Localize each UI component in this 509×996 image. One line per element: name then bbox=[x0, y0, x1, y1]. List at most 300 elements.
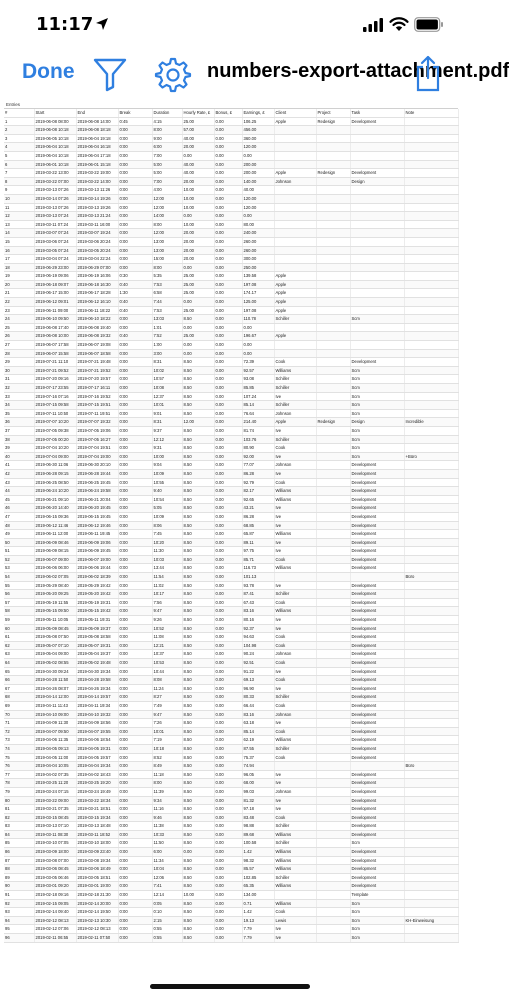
table-cell: Ive bbox=[274, 684, 316, 693]
table-cell bbox=[404, 676, 458, 685]
table-cell: 98.32 bbox=[242, 856, 274, 865]
table-cell: 0:00 bbox=[118, 418, 152, 427]
table-cell: 0:00 bbox=[118, 151, 152, 160]
table-cell: 2019-07-16 07:16 bbox=[34, 392, 76, 401]
table-cell: 0.00 bbox=[214, 306, 242, 315]
table-cell: 0.00 bbox=[214, 229, 242, 238]
table-cell: 16 bbox=[4, 246, 34, 255]
table-cell: 12:12 bbox=[152, 435, 182, 444]
table-cell: 0.00 bbox=[214, 375, 242, 384]
table-cell: 55 bbox=[4, 581, 34, 590]
status-bar bbox=[0, 0, 460, 48]
table-cell: 0:00 bbox=[118, 908, 152, 917]
table-cell: 66.44 bbox=[242, 701, 274, 710]
table-row bbox=[4, 848, 458, 857]
table-cell bbox=[316, 461, 350, 470]
table-row bbox=[4, 873, 458, 882]
table-cell: 10.00 bbox=[182, 203, 214, 212]
table-cell: 0.00 bbox=[214, 237, 242, 246]
table-cell: 9:47 bbox=[152, 710, 182, 719]
table-cell: 0:30 bbox=[118, 272, 152, 281]
table-cell: 0:40 bbox=[118, 332, 152, 341]
table-cell: Cook bbox=[274, 598, 316, 607]
table-row bbox=[4, 650, 458, 659]
table-cell: 2019-03-06 18:49 bbox=[76, 865, 118, 874]
table-cell: 2019-06-08 14:00 bbox=[76, 117, 118, 126]
table-row bbox=[4, 169, 458, 178]
status-time: 11:17 bbox=[36, 14, 94, 35]
table-cell: 0.00 bbox=[214, 289, 242, 298]
table-cell bbox=[316, 882, 350, 891]
table-cell: 2019-06-21 20:04 bbox=[76, 495, 118, 504]
table-cell: 0:00 bbox=[118, 186, 152, 195]
table-cell bbox=[404, 719, 458, 728]
table-cell: Development bbox=[350, 873, 404, 882]
table-cell bbox=[316, 444, 350, 453]
table-cell: 2019-03-10 07:05 bbox=[34, 839, 76, 848]
table-cell: 2019-04-11 19:34 bbox=[76, 701, 118, 710]
table-row bbox=[4, 805, 458, 814]
table-cell: 2019-06-12 11:46 bbox=[34, 521, 76, 530]
table-cell: 0:00 bbox=[118, 229, 152, 238]
table-cell: 37 bbox=[4, 426, 34, 435]
table-cell bbox=[404, 547, 458, 556]
table-cell: 0:00 bbox=[118, 134, 152, 143]
table-cell: 0.00 bbox=[214, 151, 242, 160]
table-cell: 0.00 bbox=[214, 882, 242, 891]
table-cell: 2019-03-25 19:20 bbox=[76, 779, 118, 788]
table-cell: 2019-04-05 09:13 bbox=[34, 744, 76, 753]
table-cell bbox=[316, 504, 350, 513]
table-cell bbox=[316, 426, 350, 435]
table-cell: 8.50 bbox=[182, 744, 214, 753]
table-cell: 0.00 bbox=[182, 341, 214, 350]
table-cell: Schiller bbox=[274, 839, 316, 848]
table-cell: 0:00 bbox=[118, 555, 152, 564]
table-cell: 2019-06-30 20:10 bbox=[76, 461, 118, 470]
table-cell bbox=[350, 306, 404, 315]
done-button[interactable]: Done bbox=[22, 60, 75, 83]
table-cell: Redesign bbox=[316, 418, 350, 427]
table-cell: 12:14 bbox=[152, 891, 182, 900]
table-cell: 0:45 bbox=[118, 117, 152, 126]
table-cell: 2019-05-19 19:31 bbox=[76, 598, 118, 607]
table-cell: 120.00 bbox=[242, 194, 274, 203]
table-cell: 9:40 bbox=[152, 487, 182, 496]
table-cell: Scm bbox=[350, 366, 404, 375]
table-cell: 72.39 bbox=[242, 358, 274, 367]
table-cell bbox=[350, 298, 404, 307]
table-cell: 19.13 bbox=[242, 916, 274, 925]
table-cell: 0.00 bbox=[214, 839, 242, 848]
table-cell: 8.50 bbox=[182, 384, 214, 393]
table-cell bbox=[316, 358, 350, 367]
table-cell: 92.51 bbox=[242, 659, 274, 668]
table-cell: 0.00 bbox=[214, 280, 242, 289]
table-cell bbox=[404, 581, 458, 590]
table-cell: 2019-07-21 09:52 bbox=[34, 366, 76, 375]
table-cell: 2019-04-09 11:30 bbox=[34, 719, 76, 728]
table-cell: 8.50 bbox=[182, 676, 214, 685]
table-cell: 0.00 bbox=[214, 530, 242, 539]
table-cell: 0:00 bbox=[118, 856, 152, 865]
table-row bbox=[4, 126, 458, 135]
table-cell: Incredible bbox=[404, 418, 458, 427]
table-cell: 5:05 bbox=[152, 504, 182, 513]
table-cell: 2019-06-05 10:18 bbox=[34, 134, 76, 143]
table-row bbox=[4, 916, 458, 925]
table-cell: Apple bbox=[274, 289, 316, 298]
table-cell: 8.50 bbox=[182, 822, 214, 831]
table-cell: 2019-04-28 11:50 bbox=[34, 676, 76, 685]
table-cell: 0.00 bbox=[214, 435, 242, 444]
table-cell: 0.00 bbox=[214, 753, 242, 762]
table-cell: Development bbox=[350, 512, 404, 521]
table-cell: 0:00 bbox=[118, 762, 152, 771]
table-cell bbox=[404, 882, 458, 891]
table-cell: 2019-04-10 09:00 bbox=[34, 710, 76, 719]
table-cell: 8.50 bbox=[182, 426, 214, 435]
table-cell: Ive bbox=[274, 452, 316, 461]
table-cell: 0.00 bbox=[214, 461, 242, 470]
table-cell bbox=[274, 203, 316, 212]
table-cell: Scm bbox=[350, 444, 404, 453]
table-cell: Williams bbox=[274, 530, 316, 539]
table-cell bbox=[404, 564, 458, 573]
table-cell: 2019-02-18 09:16 bbox=[34, 891, 76, 900]
table-cell: 0:05 bbox=[152, 899, 182, 908]
table-cell bbox=[274, 323, 316, 332]
table-cell: 89.11 bbox=[242, 538, 274, 547]
table-cell: 49 bbox=[4, 530, 34, 539]
table-cell: 2019-06-08 19:40 bbox=[76, 323, 118, 332]
table-cell: 0:00 bbox=[118, 435, 152, 444]
table-cell: 0.00 bbox=[214, 349, 242, 358]
table-cell: 2019-05-04 19:37 bbox=[76, 650, 118, 659]
table-cell: 43.21 bbox=[242, 504, 274, 513]
table-cell: Schiller bbox=[274, 375, 316, 384]
table-cell: 83.16 bbox=[242, 607, 274, 616]
table-cell: 42 bbox=[4, 469, 34, 478]
table-cell: 0.00 bbox=[242, 212, 274, 221]
table-cell bbox=[350, 762, 404, 771]
table-cell: 9:46 bbox=[152, 813, 182, 822]
table-cell: 2019-03-22 07:00 bbox=[34, 177, 76, 186]
table-cell: 2019-03-22 18:34 bbox=[76, 796, 118, 805]
table-cell bbox=[350, 143, 404, 152]
table-cell: 2019-03-05 06:46 bbox=[34, 873, 76, 882]
table-cell: 0:00 bbox=[118, 461, 152, 470]
table-row bbox=[4, 452, 458, 461]
table-row bbox=[4, 616, 458, 625]
column-header: Note bbox=[404, 109, 458, 117]
table-cell: 0:00 bbox=[118, 220, 152, 229]
table-cell: Scm bbox=[350, 375, 404, 384]
table-cell: Büro bbox=[404, 573, 458, 582]
table-row bbox=[4, 246, 458, 255]
table-cell bbox=[316, 323, 350, 332]
table-cell: 0.00 bbox=[214, 667, 242, 676]
table-cell: 98.88 bbox=[242, 822, 274, 831]
table-cell bbox=[404, 693, 458, 702]
table-cell: 77.07 bbox=[242, 461, 274, 470]
table-cell: 0.00 bbox=[214, 676, 242, 685]
table-cell bbox=[350, 229, 404, 238]
table-cell: Development bbox=[350, 538, 404, 547]
table-cell bbox=[404, 487, 458, 496]
table-cell bbox=[404, 220, 458, 229]
table-cell: 70 bbox=[4, 710, 34, 719]
gear-icon[interactable] bbox=[155, 56, 191, 92]
table-cell: 2019-03-11 16:00 bbox=[76, 220, 118, 229]
table-cell: 93 bbox=[4, 908, 34, 917]
table-cell: 65.87 bbox=[242, 530, 274, 539]
table-cell: 2019-06-07 18:58 bbox=[76, 349, 118, 358]
table-cell: 2019-03-13 11:26 bbox=[76, 186, 118, 195]
table-cell: 26 bbox=[4, 332, 34, 341]
table-cell bbox=[316, 332, 350, 341]
table-cell bbox=[316, 203, 350, 212]
table-cell: Cook bbox=[274, 676, 316, 685]
table-cell: 93.08 bbox=[242, 375, 274, 384]
table-cell bbox=[350, 237, 404, 246]
table-cell: 10:53 bbox=[152, 659, 182, 668]
table-cell: 2019-03-06 20:24 bbox=[76, 237, 118, 246]
table-cell: Ive bbox=[274, 581, 316, 590]
table-cell: 0.00 bbox=[214, 934, 242, 943]
table-cell bbox=[316, 822, 350, 831]
table-cell: 2019-07-04 19:00 bbox=[76, 452, 118, 461]
table-cell bbox=[316, 573, 350, 582]
table-cell: 71 bbox=[4, 719, 34, 728]
table-row bbox=[4, 332, 458, 341]
table-cell: 0:00 bbox=[118, 616, 152, 625]
table-cell: Cook bbox=[274, 701, 316, 710]
share-icon[interactable] bbox=[414, 54, 442, 92]
table-cell bbox=[404, 641, 458, 650]
table-cell: 25 bbox=[4, 323, 34, 332]
table-row bbox=[4, 272, 458, 281]
table-cell: Ive bbox=[274, 469, 316, 478]
table-cell bbox=[316, 624, 350, 633]
table-cell: 0:00 bbox=[118, 650, 152, 659]
table-cell: 8:31 bbox=[152, 358, 182, 367]
table-cell bbox=[404, 401, 458, 410]
table-cell: 3 bbox=[4, 134, 34, 143]
table-cell: Development bbox=[350, 487, 404, 496]
table-cell: 2019-03-22 13:00 bbox=[34, 169, 76, 178]
table-cell: 0:00 bbox=[118, 263, 152, 272]
table-cell: 0:00 bbox=[118, 873, 152, 882]
table-cell bbox=[404, 194, 458, 203]
table-cell: 0:00 bbox=[118, 512, 152, 521]
table-cell: 2019-04-30 19:34 bbox=[76, 667, 118, 676]
table-cell: Development bbox=[350, 865, 404, 874]
table-row bbox=[4, 659, 458, 668]
table-cell: Williams bbox=[274, 830, 316, 839]
table-cell: 2019-07-20 09:16 bbox=[34, 375, 76, 384]
table-row bbox=[4, 753, 458, 762]
table-cell bbox=[350, 134, 404, 143]
table-cell: 2019-06-11 12:00 bbox=[34, 530, 76, 539]
table-cell: 0:00 bbox=[118, 194, 152, 203]
table-row bbox=[4, 504, 458, 513]
table-cell bbox=[404, 495, 458, 504]
table-cell: Development bbox=[350, 736, 404, 745]
table-cell: Williams bbox=[274, 607, 316, 616]
table-cell bbox=[404, 830, 458, 839]
table-cell: 0.00 bbox=[214, 633, 242, 642]
table-cell: 8.50 bbox=[182, 865, 214, 874]
table-cell: 11:34 bbox=[152, 856, 182, 865]
table-cell: 2019-06-19 16:06 bbox=[76, 272, 118, 281]
table-cell: 85.14 bbox=[242, 401, 274, 410]
table-cell: 12 bbox=[4, 212, 34, 221]
table-row bbox=[4, 134, 458, 143]
table-cell bbox=[316, 435, 350, 444]
table-cell: 0.00 bbox=[214, 341, 242, 350]
table-cell: 8.50 bbox=[182, 358, 214, 367]
table-cell: 72 bbox=[4, 727, 34, 736]
table-cell: 0:00 bbox=[118, 349, 152, 358]
table-cell: 6:58 bbox=[152, 289, 182, 298]
table-cell: 2019-06-30 11:06 bbox=[34, 461, 76, 470]
table-cell: Apple bbox=[274, 169, 316, 178]
table-row bbox=[4, 358, 458, 367]
table-cell: Development bbox=[350, 521, 404, 530]
table-cell: 2019-06-17 18:28 bbox=[76, 289, 118, 298]
table-row bbox=[4, 624, 458, 633]
table-cell: 2019-05-02 08:55 bbox=[34, 659, 76, 668]
table-cell: 39 bbox=[4, 444, 34, 453]
table-cell bbox=[350, 323, 404, 332]
table-cell: 2019-03-13 18:48 bbox=[76, 822, 118, 831]
table-cell: 2019-07-21 19:52 bbox=[76, 366, 118, 375]
table-cell: 139.58 bbox=[242, 272, 274, 281]
table-cell bbox=[316, 925, 350, 934]
table-cell: Ive bbox=[274, 392, 316, 401]
table-cell: 8.50 bbox=[182, 882, 214, 891]
table-row bbox=[4, 341, 458, 350]
table-cell: Ive bbox=[274, 667, 316, 676]
table-cell: KH-Einweisung bbox=[404, 916, 458, 925]
table-cell: 0.00 bbox=[214, 796, 242, 805]
table-cell: Ive bbox=[274, 521, 316, 530]
table-cell: Development bbox=[350, 796, 404, 805]
table-cell: 76.64 bbox=[242, 409, 274, 418]
table-cell: 12:06 bbox=[152, 873, 182, 882]
table-cell: 10 bbox=[4, 194, 34, 203]
table-cell: 29 bbox=[4, 358, 34, 367]
table-cell: 0.00 bbox=[214, 298, 242, 307]
table-cell: Williams bbox=[274, 495, 316, 504]
table-cell bbox=[404, 744, 458, 753]
table-cell: 8.50 bbox=[182, 452, 214, 461]
table-cell bbox=[274, 229, 316, 238]
table-cell: 0:00 bbox=[118, 753, 152, 762]
cellular-signal-icon bbox=[363, 18, 383, 32]
table-cell bbox=[350, 203, 404, 212]
table-cell: 2019-04-04 19:34 bbox=[76, 762, 118, 771]
table-cell: Scm bbox=[350, 934, 404, 943]
table-cell: 7.79 bbox=[242, 934, 274, 943]
table-cell: 0:40 bbox=[118, 298, 152, 307]
table-cell: 58 bbox=[4, 607, 34, 616]
table-cell: 8.50 bbox=[182, 512, 214, 521]
table-cell: 8.50 bbox=[182, 607, 214, 616]
table-cell: 2019-02-11 06:55 bbox=[34, 934, 76, 943]
table-row bbox=[4, 667, 458, 676]
table-cell: 67 bbox=[4, 684, 34, 693]
table-cell bbox=[404, 891, 458, 900]
column-header: # bbox=[4, 109, 34, 117]
table-cell bbox=[316, 160, 350, 169]
table-cell: 8.50 bbox=[182, 469, 214, 478]
table-cell: 0.00 bbox=[214, 856, 242, 865]
table-cell: 174.17 bbox=[242, 289, 274, 298]
table-cell: 0.00 bbox=[214, 684, 242, 693]
table-row bbox=[4, 762, 458, 771]
table-cell: 1 bbox=[4, 117, 34, 126]
table-cell: 2019-06-08 10:18 bbox=[34, 126, 76, 135]
table-cell: 0.00 bbox=[214, 504, 242, 513]
table-cell: 57 bbox=[4, 598, 34, 607]
table-cell: 10:00 bbox=[152, 452, 182, 461]
table-cell: Development bbox=[350, 787, 404, 796]
column-header: Task bbox=[350, 109, 404, 117]
table-cell: 0.00 bbox=[214, 813, 242, 822]
table-cell: 2019-06-24 19:58 bbox=[76, 487, 118, 496]
table-row bbox=[4, 237, 458, 246]
table-cell: 0:00 bbox=[118, 744, 152, 753]
table-cell: 2019-03-13 07:26 bbox=[34, 186, 76, 195]
table-cell: 2019-03-04 22:24 bbox=[76, 255, 118, 264]
table-cell: 0.00 bbox=[214, 452, 242, 461]
table-row bbox=[4, 212, 458, 221]
table-cell: 74 bbox=[4, 744, 34, 753]
table-cell: 8.50 bbox=[182, 908, 214, 917]
table-cell: 2019-04-11 11:43 bbox=[34, 701, 76, 710]
table-cell bbox=[404, 899, 458, 908]
table-cell: 10:37 bbox=[152, 650, 182, 659]
table-cell: 0.00 bbox=[214, 719, 242, 728]
table-cell: 8.50 bbox=[182, 779, 214, 788]
table-cell: 0:00 bbox=[118, 538, 152, 547]
table-cell: 2019-04-07 09:50 bbox=[34, 727, 76, 736]
table-cell: 8.50 bbox=[182, 538, 214, 547]
table-cell: Williams bbox=[274, 856, 316, 865]
table-cell: 11:38 bbox=[152, 822, 182, 831]
table-cell bbox=[316, 469, 350, 478]
table-row bbox=[4, 607, 458, 616]
spreadsheet-preview[interactable] bbox=[4, 101, 458, 981]
table-cell: Schiller bbox=[274, 384, 316, 393]
table-row bbox=[4, 461, 458, 470]
funnel-icon[interactable] bbox=[92, 56, 128, 92]
table-cell: 7:44 bbox=[152, 298, 182, 307]
table-cell: 90.24 bbox=[242, 650, 274, 659]
table-cell: 94.63 bbox=[242, 633, 274, 642]
table-cell: 0:00 bbox=[118, 358, 152, 367]
table-cell: Ive bbox=[274, 925, 316, 934]
table-cell: 0.00 bbox=[214, 401, 242, 410]
table-cell: 2019-06-25 08:50 bbox=[34, 478, 76, 487]
table-cell: 0.00 bbox=[214, 255, 242, 264]
table-cell: 20.00 bbox=[182, 246, 214, 255]
table-cell: 2019-06-10 18:22 bbox=[76, 315, 118, 324]
table-row bbox=[4, 263, 458, 272]
table-cell: Johnson bbox=[274, 710, 316, 719]
